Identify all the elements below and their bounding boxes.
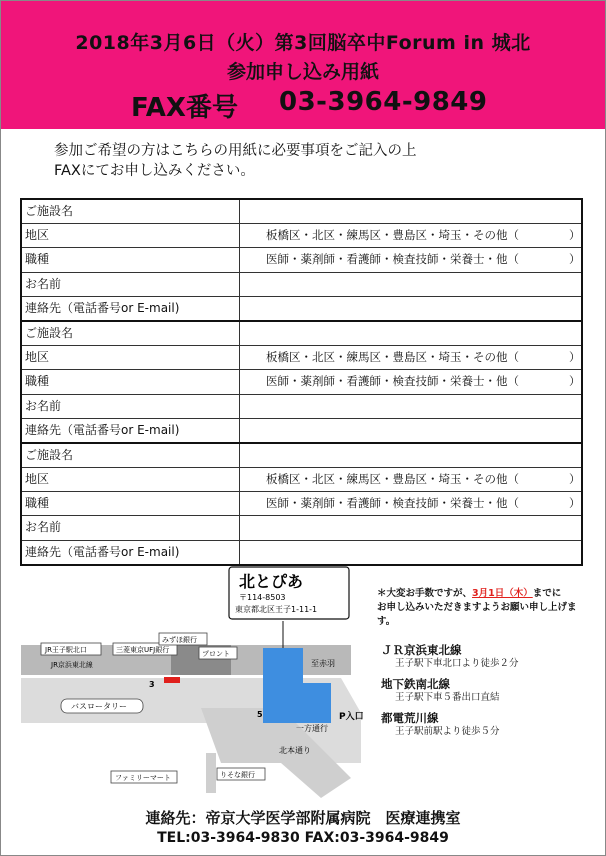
name-input[interactable] [240, 395, 581, 418]
table-row [22, 345, 581, 369]
facility-input[interactable] [240, 322, 581, 345]
contact-input[interactable] [240, 541, 581, 564]
notice-suffix: までに [532, 588, 562, 599]
venue-postal: 〒114-8503 [239, 593, 286, 602]
table-row [22, 272, 581, 296]
deadline-notice [377, 587, 591, 629]
station-marker [164, 677, 180, 683]
intro-line-1: 参加ご希望の方はこちらの用紙に必要事項をご記入の上 [54, 143, 417, 159]
area-input[interactable] [240, 468, 581, 491]
table-row [22, 369, 581, 393]
field-label: 地区 [22, 346, 240, 369]
field-label: ご施設名 [22, 200, 240, 223]
table-row [22, 540, 581, 564]
registrant-group-2 [22, 320, 581, 442]
paren-close: ） [569, 228, 581, 243]
intro-text [54, 141, 417, 181]
direction-line: ＪＲ京浜東北線 [381, 643, 462, 657]
paren-close: ） [569, 252, 581, 267]
notice-prefix: ＊大変お手数ですが、 [377, 588, 473, 599]
table-row [22, 444, 581, 467]
family-mart-label: ファミリーマート [115, 774, 171, 782]
field-label: ご施設名 [22, 322, 240, 345]
direction-line: 地下鉄南北線 [381, 677, 450, 691]
tel-fax-line: TEL:03-3964-9830 FAX:03-3964-9849 [157, 830, 449, 846]
registration-table [20, 198, 583, 566]
side-road [206, 753, 216, 793]
front-label: プロント [202, 650, 230, 658]
form-title: 参加申し込み用紙 [226, 61, 379, 83]
to-akabane-label: 至赤羽 [311, 659, 335, 668]
field-label: 職種 [22, 248, 240, 271]
field-label: 連絡先（電話番号or E-mail) [22, 419, 240, 442]
field-label: 連絡先（電話番号or E-mail) [22, 297, 240, 320]
direction-line: 都電荒川線 [381, 711, 439, 725]
field-label: 地区 [22, 468, 240, 491]
name-input[interactable] [240, 273, 581, 296]
venue-name: 北とぴあ [239, 572, 304, 591]
occupation-options: 医師・薬剤師・看護師・検査技師・栄養士・他（ [266, 374, 519, 389]
access-map [21, 563, 371, 803]
field-label: 職種 [22, 370, 240, 393]
field-label: 職種 [22, 492, 240, 515]
contact-line: 連絡先：帝京大学医学部附属病院 医療連携室 [145, 809, 461, 827]
field-label: お名前 [22, 395, 240, 418]
access-section [21, 563, 591, 803]
kitahon-label: 北本通り [279, 746, 311, 755]
notice-line-2: お申し込みいただきますようお願い申し上げます。 [377, 602, 577, 627]
name-input[interactable] [240, 516, 581, 539]
field-label: 連絡先（電話番号or E-mail) [22, 541, 240, 564]
deadline-date: 3月1日（木） [472, 588, 533, 599]
direction-detail: 王子駅下車５番出口直結 [395, 692, 500, 703]
bus-rotary-label: バスロータリー [71, 702, 127, 711]
mizuho-label: みずほ銀行 [162, 636, 197, 644]
table-row [22, 322, 581, 345]
event-title: 2018年3月6日（火）第3回脳卒中Forum in 城北 [75, 32, 531, 54]
occupation-options: 医師・薬剤師・看護師・検査技師・栄養士・他（ [266, 252, 519, 267]
facility-input[interactable] [240, 444, 581, 467]
contact-input[interactable] [240, 419, 581, 442]
direction-detail: 王子駅前駅より徒歩５分 [395, 726, 500, 737]
exit-3-label: 3 [149, 680, 155, 689]
table-row [22, 491, 581, 515]
fax-number: 03-3964-9849 [279, 87, 488, 117]
one-way-label: 一方通行 [296, 724, 328, 733]
table-row [22, 296, 581, 320]
jr-line-label: JR京浜東北線 [51, 661, 93, 669]
occupation-input[interactable] [240, 248, 581, 271]
paren-close: ） [569, 472, 581, 487]
table-row [22, 394, 581, 418]
area-options: 板橋区・北区・練馬区・豊島区・埼玉・その他（ [266, 228, 519, 243]
table-row [22, 467, 581, 491]
parking-label: P入口 [339, 712, 364, 722]
fax-label: FAX番号 [131, 93, 238, 123]
registrant-group-3 [22, 442, 581, 564]
table-row [22, 418, 581, 442]
table-row [22, 200, 581, 223]
field-label: お名前 [22, 516, 240, 539]
table-row [22, 515, 581, 539]
resona-label: りそな銀行 [220, 771, 255, 779]
area-options: 板橋区・北区・練馬区・豊島区・埼玉・その他（ [266, 472, 519, 487]
occupation-options: 医師・薬剤師・看護師・検査技師・栄養士・他（ [266, 496, 519, 511]
occupation-input[interactable] [240, 370, 581, 393]
intro-line-2: FAXにてお申し込みください。 [54, 163, 255, 179]
direction-detail: 王子駅下車北口より徒歩２分 [395, 658, 519, 669]
venue-address: 東京都北区王子1-11-1 [235, 605, 318, 614]
paren-close: ） [569, 374, 581, 389]
jr-oji-label: JR王子駅北口 [45, 646, 87, 654]
registrant-group-1 [22, 200, 581, 320]
exit-5-label: 5 [257, 710, 263, 719]
area-input[interactable] [240, 346, 581, 369]
area-options: 板橋区・北区・練馬区・豊島区・埼玉・その他（ [266, 350, 519, 365]
ufj-label: 三菱東京UFJ銀行 [116, 646, 170, 654]
table-row [22, 223, 581, 247]
directions-list [381, 643, 519, 745]
facility-input[interactable] [240, 200, 581, 223]
contact-input[interactable] [240, 297, 581, 320]
area-input[interactable] [240, 224, 581, 247]
field-label: お名前 [22, 273, 240, 296]
paren-close: ） [569, 350, 581, 365]
field-label: 地区 [22, 224, 240, 247]
occupation-input[interactable] [240, 492, 581, 515]
header-banner [1, 1, 605, 129]
field-label: ご施設名 [22, 444, 240, 467]
paren-close: ） [569, 496, 581, 511]
table-row [22, 247, 581, 271]
